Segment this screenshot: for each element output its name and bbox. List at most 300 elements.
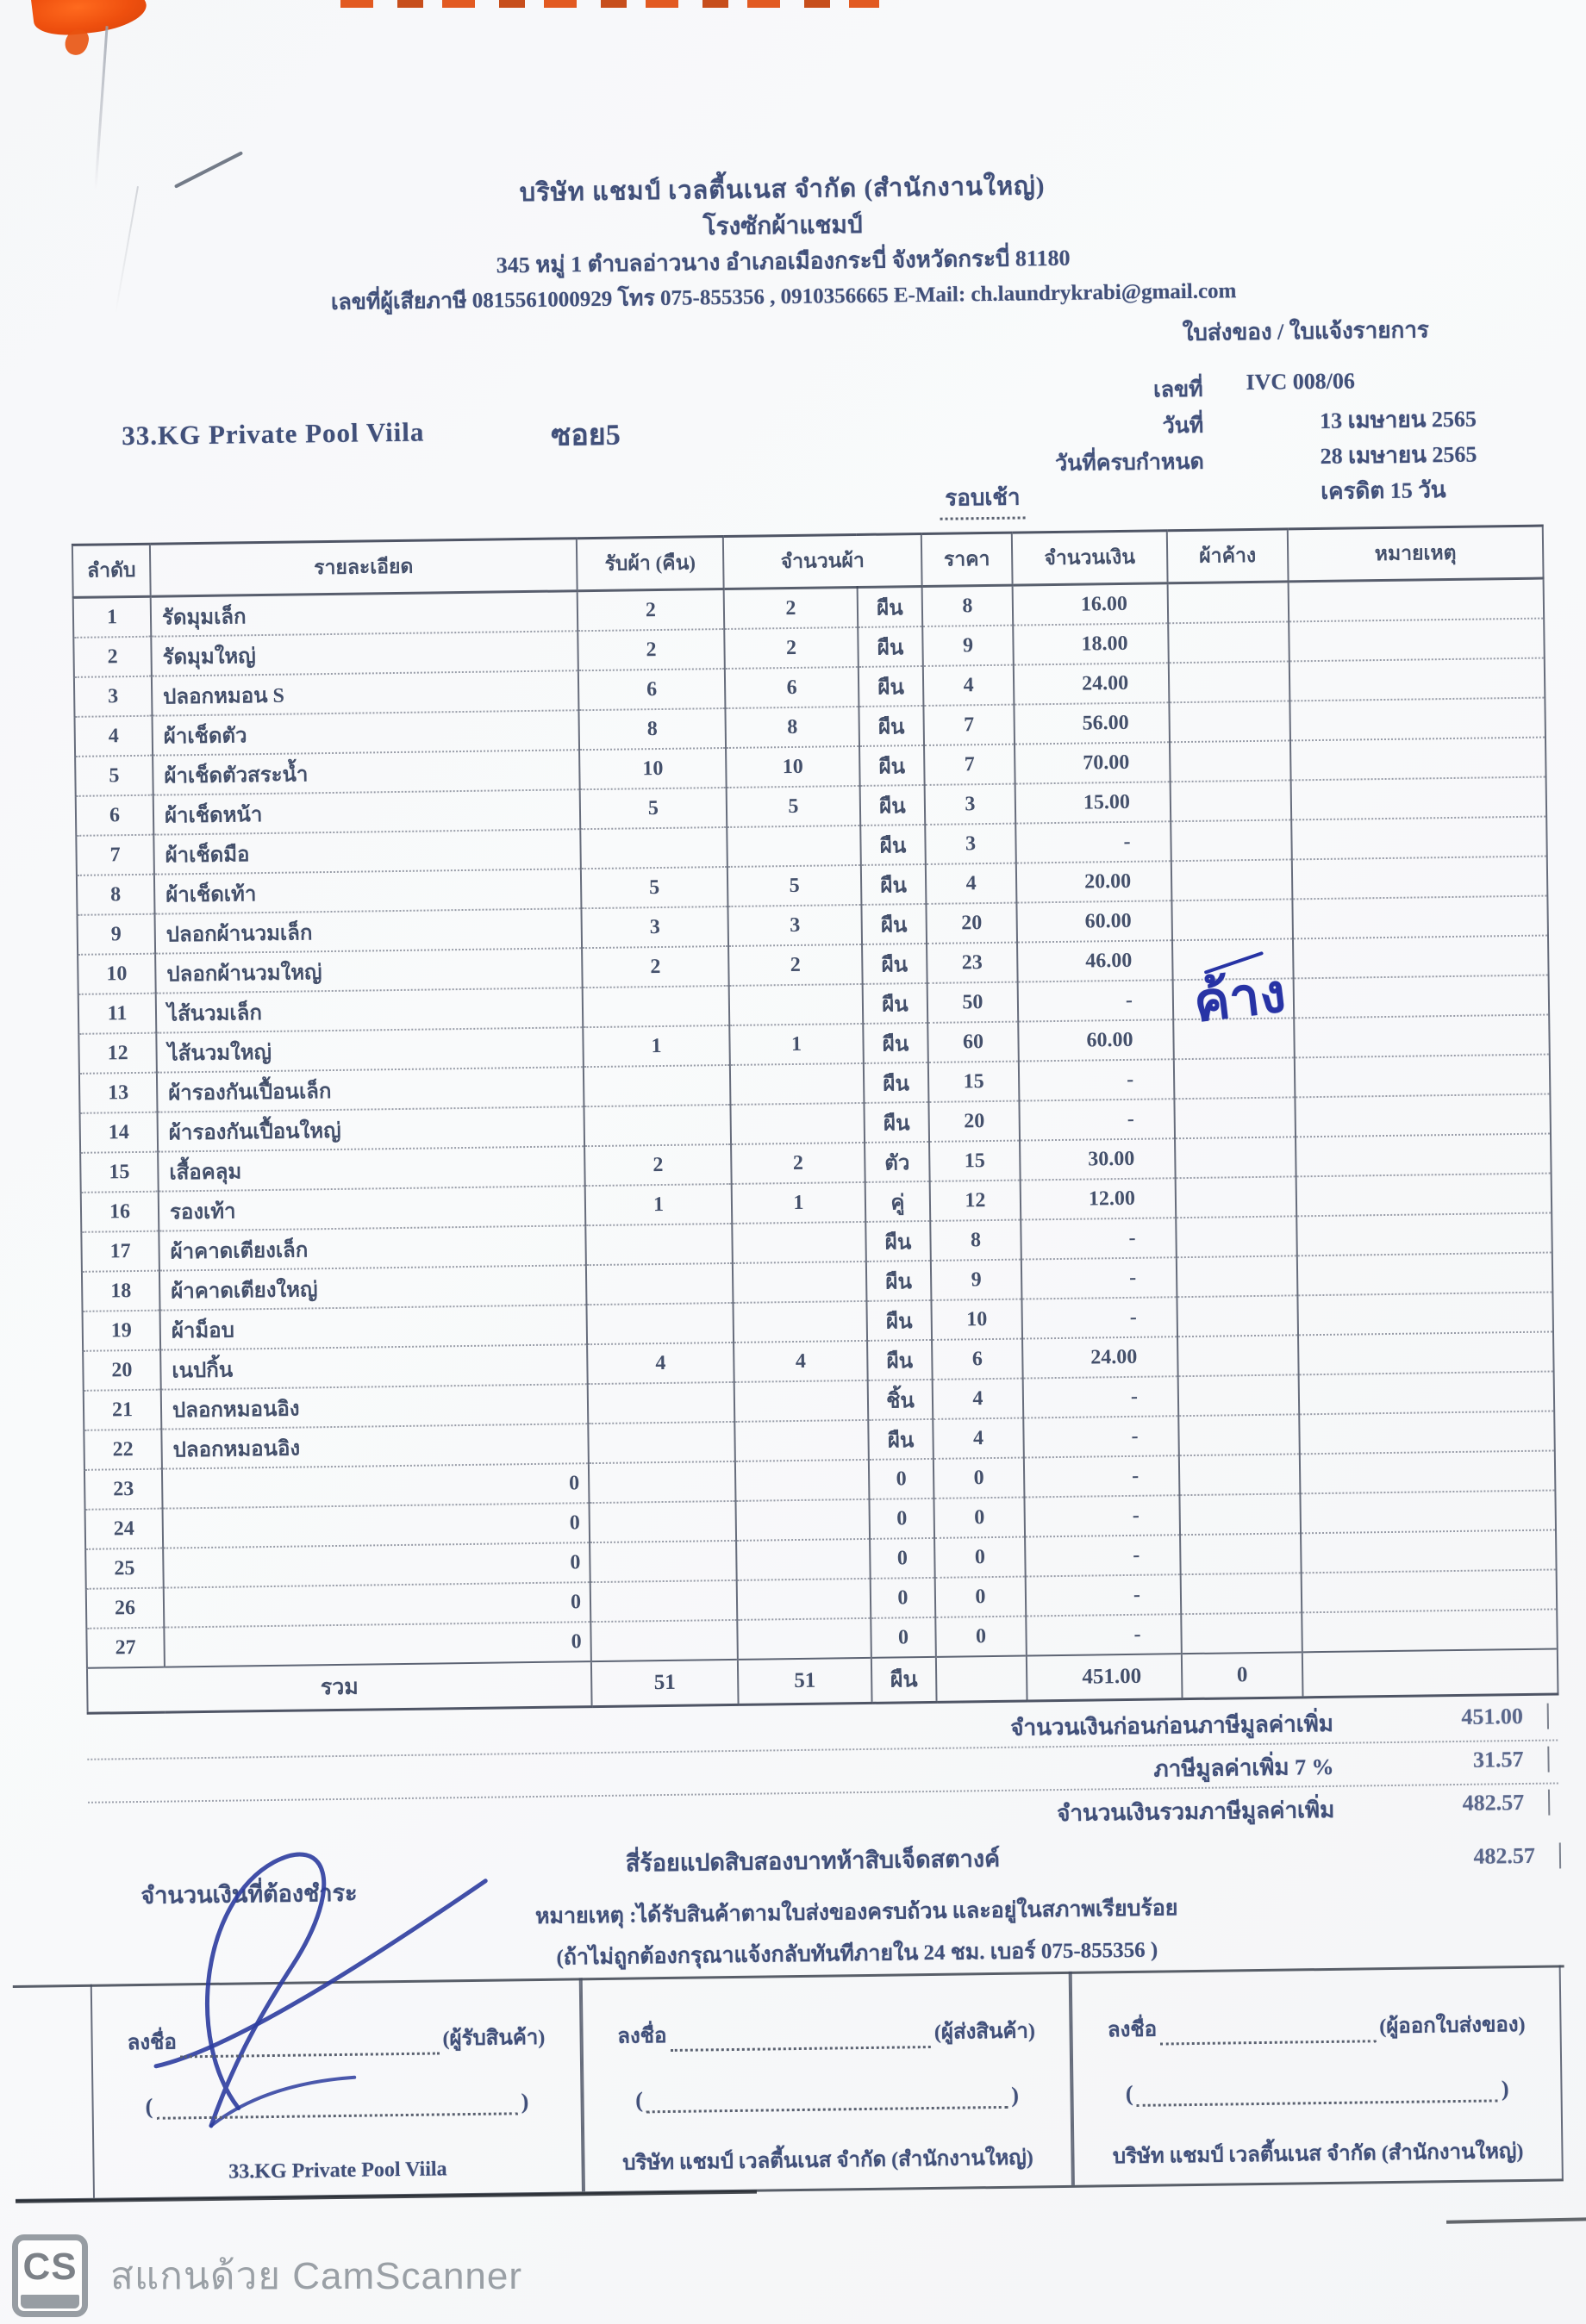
cell-received: 1 [585, 1184, 733, 1225]
cell-qty: 8 [725, 707, 859, 748]
cell-remark [1292, 896, 1548, 939]
cell-amount: - [1026, 1574, 1182, 1616]
cell-no: 14 [80, 1112, 159, 1153]
col-amount: จำนวนเงิน [1012, 531, 1168, 585]
total-received: 51 [591, 1660, 739, 1707]
receiver-org: 33.KG Private Pool Viila [228, 2158, 447, 2184]
cell-remark [1296, 1174, 1552, 1217]
cell-amount: - [1021, 1257, 1177, 1299]
camscanner-footer-text: สแกนด้วย CamScanner [110, 2255, 523, 2297]
cell-received [583, 986, 730, 1027]
cell-amount: - [1024, 1495, 1180, 1536]
total-unit: ผืน [871, 1657, 937, 1703]
cell-price: 0 [933, 1498, 1025, 1538]
cell-amount: 30.00 [1020, 1138, 1176, 1180]
cell-received: 2 [584, 1144, 732, 1186]
cell-unit: 0 [869, 1498, 934, 1539]
cell-unit: ผืน [866, 1300, 932, 1341]
cell-received: 5 [580, 788, 727, 829]
cell-remark [1290, 738, 1546, 781]
cell-price: 8 [922, 585, 1014, 626]
cell-pending [1178, 1414, 1300, 1455]
cell-amount: - [1021, 1297, 1177, 1338]
cell-unit: ตัว [865, 1142, 930, 1182]
cell-pending [1177, 1255, 1298, 1297]
cell-remark [1297, 1252, 1553, 1295]
customer-zone: ซอย5 [551, 419, 621, 452]
cell-no: 22 [84, 1430, 162, 1470]
cell-price: 7 [924, 745, 1015, 785]
total-pending: 0 [1182, 1652, 1303, 1698]
col-no: ลำดับ [72, 544, 151, 597]
invoice-date-value: 13 เมษายน 2565 [1319, 406, 1477, 433]
cell-no: 25 [85, 1548, 164, 1589]
cell-received [590, 1620, 738, 1661]
cell-desc: ไส้นวมเล็ก [156, 988, 584, 1032]
cell-price: 4 [926, 863, 1017, 904]
cell-unit: ผืน [863, 983, 928, 1024]
cell-received [589, 1461, 736, 1503]
cell-amount: 60.00 [1018, 1019, 1174, 1061]
cell-price: 9 [922, 626, 1014, 666]
cell-price: 4 [933, 1418, 1024, 1459]
cell-amount: - [1021, 1218, 1177, 1259]
cell-qty: 3 [727, 905, 862, 946]
cell-pending [1171, 819, 1292, 861]
cell-price: 7 [923, 705, 1015, 745]
cell-amount: - [1024, 1455, 1180, 1497]
cell-pending [1174, 1097, 1296, 1138]
cell-received: 2 [578, 629, 725, 670]
document-type: ใบส่งของ / ใบแจ้งรายการ [1182, 317, 1429, 346]
cell-no: 10 [78, 954, 156, 994]
cell-remark [1289, 578, 1545, 621]
open-paren: ( [635, 2087, 644, 2113]
open-paren: ( [145, 2093, 153, 2119]
round-label: รอบเช้า [940, 479, 1026, 520]
cell-received: 4 [587, 1343, 734, 1384]
cell-remark [1289, 658, 1545, 701]
cell-no: 16 [81, 1192, 159, 1232]
cell-remark [1296, 1134, 1552, 1177]
cell-remark [1289, 698, 1545, 741]
cell-price: 0 [935, 1577, 1027, 1617]
sender-org: บริษัท แชมป์ เวลตี้นเนส จำกัด (สำนักงานใหญ่) [622, 2146, 1033, 2175]
cell-received [584, 1105, 731, 1146]
cell-price: 3 [925, 824, 1016, 864]
cell-received [590, 1580, 738, 1622]
close-paren: ) [1011, 2082, 1020, 2108]
issuer-org: บริษัท แชมป์ เวลตี้นเนส จำกัด (สำนักงานใหญ่) [1112, 2140, 1524, 2169]
receiver-role: (ผู้รับสินค้า) [442, 2026, 546, 2051]
cell-qty [735, 1460, 870, 1501]
cell-unit: ผืน [864, 1102, 929, 1143]
cell-no: 26 [86, 1588, 165, 1629]
close-paren: ) [1501, 2076, 1509, 2102]
cell-desc: รองเท้า [159, 1186, 586, 1231]
cell-remark [1299, 1371, 1555, 1414]
cell-pending [1171, 899, 1293, 940]
cell-price: 23 [927, 943, 1018, 983]
cell-amount: - [1026, 1614, 1182, 1655]
cell-unit: ผืน [864, 1062, 929, 1103]
cell-remark [1291, 817, 1547, 860]
cell-qty [733, 1301, 867, 1343]
cell-received: 5 [581, 867, 728, 908]
cell-desc: ปลอกผ้านวมเล็ก [155, 908, 583, 953]
cell-remark [1295, 1094, 1551, 1137]
cell-remark [1302, 1609, 1558, 1652]
cell-amount: - [1015, 821, 1171, 863]
cell-desc: 0 [164, 1582, 591, 1627]
cell-pending [1171, 859, 1293, 900]
cell-remark [1300, 1490, 1556, 1533]
cell-received: 2 [582, 946, 729, 988]
total-remark [1302, 1648, 1558, 1697]
total-price [936, 1656, 1027, 1703]
cell-amount: - [1018, 980, 1174, 1021]
cell-price: 20 [928, 1101, 1020, 1142]
company-tax-contact: เลขที่ผู้เสียภาษี 0815561000929 โทร 075-855356 , 0910356665 E-Mail: ch.laundrykrabi@gmail.com [330, 279, 1237, 315]
cell-unit: ผืน [859, 666, 924, 707]
cell-remark [1297, 1292, 1553, 1335]
cell-desc: ผ้าคาดเตียงเล็ก [159, 1225, 586, 1270]
invoice-no-value: IVC 008/06 [1246, 368, 1356, 396]
cell-unit: ผืน [858, 626, 923, 667]
total-label: รวม [87, 1661, 592, 1713]
vat-value: 31.57 [1368, 1747, 1549, 1775]
cell-qty [729, 984, 864, 1025]
cell-qty [732, 1222, 866, 1263]
col-price: ราคา [921, 533, 1013, 586]
signature-line [180, 2031, 440, 2058]
invoice-date-label: วันที่ [1162, 414, 1204, 439]
cell-unit: ผืน [861, 904, 927, 944]
cell-price: 15 [928, 1062, 1020, 1102]
cell-no: 5 [75, 756, 153, 796]
cell-no: 19 [83, 1311, 161, 1351]
cell-unit: คู่ [865, 1181, 931, 1222]
cell-no: 21 [84, 1390, 162, 1430]
cell-qty: 4 [734, 1341, 868, 1382]
cell-received [588, 1422, 735, 1463]
cell-price: 3 [925, 784, 1016, 825]
cell-price: 8 [930, 1220, 1021, 1261]
cell-no: 12 [78, 1033, 157, 1074]
cell-unit: ผืน [858, 586, 923, 626]
cell-pending [1168, 582, 1289, 623]
cell-received: 6 [578, 669, 726, 710]
cell-pending [1175, 1137, 1296, 1178]
camscanner-logo-letters: CS [22, 2246, 78, 2288]
cell-unit: ผืน [859, 745, 925, 786]
cell-desc: ไส้นวมใหญ่ [156, 1027, 584, 1072]
total-qty: 51 [738, 1658, 872, 1705]
cell-qty: 5 [727, 786, 861, 827]
with-vat-label: จำนวนเงินรวมภาษีมูลค่าเพิ่ม [1056, 1797, 1335, 1827]
camscanner-footer [12, 2228, 788, 2323]
cell-amount: - [1023, 1416, 1179, 1457]
sign-label: ลงชื่อ [1107, 2018, 1158, 2042]
total-amount: 451.00 [1027, 1654, 1183, 1701]
cell-price: 6 [932, 1339, 1023, 1380]
cell-qty: 1 [729, 1024, 864, 1065]
cell-desc: ผ้าเช็ดเท้า [154, 869, 582, 913]
cell-received [584, 1065, 731, 1106]
cell-qty: 2 [728, 944, 863, 986]
cell-qty: 1 [732, 1182, 866, 1224]
cell-pending [1174, 1057, 1296, 1099]
cell-unit: 0 [870, 1538, 935, 1579]
cell-remark [1300, 1450, 1556, 1493]
cell-pending [1176, 1216, 1297, 1257]
cell-received [586, 1303, 734, 1344]
cell-remark [1292, 857, 1548, 900]
cell-no: 3 [74, 676, 153, 717]
cell-received [580, 827, 727, 869]
invoice-no-label: เลขที่ [1153, 377, 1203, 402]
camscanner-logo-icon [12, 2234, 88, 2317]
cell-unit: ผืน [860, 825, 926, 865]
cell-remark [1298, 1331, 1554, 1374]
cell-qty: 2 [724, 627, 859, 669]
cell-received [590, 1541, 737, 1582]
handwritten-pending-note: ค้าง [1190, 964, 1289, 1034]
cell-qty [735, 1499, 870, 1541]
name-line [646, 2085, 1008, 2113]
cell-pending [1177, 1295, 1298, 1336]
cell-remark [1295, 1055, 1551, 1098]
cell-pending [1169, 661, 1290, 702]
cell-desc: ผ้าเช็ดมือ [153, 829, 581, 874]
sign-label: ลงชื่อ [127, 2031, 177, 2055]
cell-amount: 18.00 [1013, 623, 1169, 664]
cell-pending [1179, 1454, 1301, 1495]
cell-amount: 24.00 [1022, 1336, 1178, 1378]
cell-qty [736, 1539, 871, 1580]
cell-price: 15 [929, 1141, 1021, 1181]
cell-no: 20 [83, 1350, 161, 1391]
cell-unit: ผืน [865, 1221, 931, 1262]
col-received: รับผ้า (คืน) [577, 537, 724, 591]
sender-role: (ผู้ส่งสินค้า) [933, 2020, 1036, 2044]
cell-pending [1168, 621, 1289, 663]
cell-desc: เนปกิ้น [160, 1344, 588, 1389]
sign-label: ลงชื่อ [617, 2025, 667, 2048]
cell-no: 2 [73, 637, 152, 677]
cell-received: 10 [579, 748, 727, 789]
due-date-label: วันที่ครบกำหนด [1054, 450, 1204, 476]
cell-remark [1299, 1411, 1555, 1454]
cell-received [586, 1263, 734, 1305]
cell-desc: 0 [163, 1542, 590, 1587]
cell-pending [1180, 1533, 1302, 1574]
cell-amount: 60.00 [1016, 900, 1172, 942]
cell-desc: 0 [164, 1622, 591, 1667]
col-qty: จำนวนผ้า [723, 534, 922, 589]
cell-price: 9 [931, 1260, 1022, 1300]
company-trade-name: โรงซักผ้าแชมป์ [702, 211, 863, 241]
cell-qty [730, 1103, 865, 1144]
cell-received: 1 [583, 1025, 730, 1067]
cell-no: 23 [84, 1469, 163, 1510]
cell-pending [1169, 701, 1290, 742]
cell-unit: ผืน [860, 785, 926, 826]
cell-qty [737, 1618, 871, 1660]
cell-pending [1179, 1493, 1301, 1535]
signature-box-receiver [91, 1978, 584, 2197]
amount-due-label: จำนวนเงินที่ต้องชำระ [140, 1879, 358, 1909]
signature-section [91, 1965, 1564, 2197]
cell-unit: 0 [871, 1578, 936, 1618]
cell-desc: ปลอกผ้านวมใหญ่ [155, 948, 583, 993]
cell-no: 9 [78, 914, 156, 955]
cell-desc: ผ้าเช็ดหน้า [153, 789, 581, 834]
cell-no: 15 [80, 1152, 159, 1193]
cell-amount: 16.00 [1013, 583, 1169, 626]
cell-price: 20 [926, 903, 1017, 944]
cell-remark [1293, 936, 1549, 979]
cell-amount: 20.00 [1016, 861, 1172, 902]
cell-price: 60 [927, 1022, 1019, 1062]
cell-qty: 2 [724, 587, 859, 629]
open-paren: ( [1125, 2080, 1133, 2107]
cell-received: 3 [581, 907, 728, 948]
cell-remark [1294, 975, 1550, 1019]
cell-desc: ผ้าม็อบ [160, 1305, 588, 1349]
signature-box-sender [580, 1972, 1073, 2191]
cell-remark [1294, 1015, 1550, 1058]
cell-desc: 0 [163, 1503, 590, 1548]
cell-desc: ผ้ารองกันเปื้อนเล็ก [157, 1067, 584, 1112]
cell-desc: ปลอกหมอนอิง [161, 1384, 589, 1429]
dispute-note: (ถ้าไม่ถูกต้องกรุณาแจ้งกลับทันทีภายใน 24 ชม. เบอร์ 075-855356 ) [556, 1938, 1158, 1970]
cell-price: 10 [931, 1299, 1022, 1340]
cell-no: 8 [77, 875, 155, 915]
vat-label: ภาษีมูลค่าเพิ่ม 7 % [1153, 1754, 1334, 1782]
cell-desc: รัดมุมเล็ก [151, 591, 578, 637]
cell-qty [734, 1420, 869, 1461]
cell-amount: - [1025, 1535, 1181, 1576]
items-table [72, 525, 1559, 1715]
cell-no: 6 [76, 795, 154, 836]
cell-received [585, 1224, 733, 1265]
signature-box-issuer [1071, 1965, 1564, 2184]
cell-no: 7 [76, 835, 154, 875]
cell-desc: 0 [162, 1463, 590, 1508]
cell-no: 27 [86, 1628, 165, 1668]
with-vat-value: 482.57 [1369, 1790, 1550, 1818]
cell-amount: 56.00 [1014, 702, 1170, 744]
col-remark: หมายเหตุ [1288, 526, 1544, 582]
cell-qty: 6 [725, 667, 859, 708]
cell-no: 24 [85, 1509, 164, 1549]
cell-remark [1296, 1212, 1552, 1255]
cell-remark [1302, 1569, 1558, 1612]
cell-amount: 15.00 [1015, 782, 1171, 823]
cell-remark [1289, 619, 1545, 662]
cell-desc: เสื้อคลุม [158, 1146, 585, 1191]
cell-no: 1 [73, 596, 152, 638]
signature-line [1160, 2019, 1377, 2045]
amount-due-words: สี่ร้อยแปดสิบสองบาทห้าสิบเจ็ดสตางค์ [625, 1845, 1001, 1877]
cell-pending [1171, 780, 1292, 821]
camscanner-logo-bar [21, 2295, 79, 2308]
cell-pending [1178, 1374, 1300, 1416]
cell-no: 11 [78, 994, 157, 1034]
cell-price: 4 [933, 1379, 1024, 1419]
cell-desc: ปลอกหมอน S [152, 670, 579, 715]
cell-received [589, 1501, 736, 1542]
cell-no: 17 [81, 1231, 159, 1272]
name-line [1136, 2078, 1498, 2106]
cell-qty [730, 1063, 865, 1105]
cell-unit: ผืน [867, 1340, 933, 1380]
cell-amount: 70.00 [1015, 742, 1171, 783]
cell-unit: ชิ้น [868, 1380, 933, 1420]
cell-unit: ผืน [861, 864, 927, 905]
cell-desc: ผ้าคาดเตียงใหญ่ [159, 1265, 587, 1310]
cell-price: 4 [923, 665, 1015, 706]
cell-qty [733, 1262, 867, 1303]
company-address: 345 หมู่ 1 ตำบลอ่าวนาง อำเภอเมืองกระบี่ จังหวัดกระบี่ 81180 [496, 245, 1071, 278]
issuer-role: (ผู้ออกใบส่งของ) [1379, 2013, 1526, 2039]
cell-price: 0 [934, 1537, 1026, 1578]
cell-pending [1177, 1335, 1299, 1376]
cell-price: 12 [930, 1181, 1021, 1221]
cell-pending [1181, 1573, 1302, 1614]
cell-desc: ผ้าเช็ดตัว [152, 710, 579, 755]
due-date-value: 28 เมษายน 2565 [1320, 441, 1477, 469]
cell-no: 18 [82, 1271, 160, 1312]
cell-unit: ผืน [863, 1023, 928, 1063]
cell-received: 2 [578, 589, 725, 632]
customer-name: 33.KG Private Pool Viila [122, 416, 425, 452]
cell-price: 50 [927, 982, 1019, 1023]
name-line [156, 2091, 518, 2119]
cell-remark [1301, 1530, 1557, 1573]
cell-qty [737, 1579, 871, 1620]
cell-pending [1170, 740, 1291, 782]
cell-amount: - [1019, 1099, 1175, 1140]
cell-unit: ผืน [859, 706, 924, 746]
cell-qty [734, 1380, 869, 1422]
close-paren: ) [521, 2089, 529, 2115]
cell-amount: 24.00 [1014, 663, 1170, 704]
cell-pending [1181, 1612, 1302, 1654]
cell-qty: 2 [731, 1143, 865, 1184]
pre-vat-label: จำนวนเงินก่อนก่อนภาษีมูลค่าเพิ่ม [1010, 1710, 1334, 1741]
cell-remark [1291, 777, 1547, 820]
receipt-note: หมายเหตุ :ได้รับสินค้าตามใบส่งของครบถ้วน และอยู่ในสภาพเรียบร้อย [534, 1897, 1178, 1929]
cell-price: 0 [935, 1617, 1027, 1657]
credit-terms: เครดิต 15 วัน [1321, 477, 1446, 504]
cell-unit: 0 [869, 1459, 934, 1499]
cell-desc: ผ้าเช็ดตัวสระน้ำ [153, 750, 580, 794]
cell-received: 8 [578, 708, 726, 750]
signature-line [670, 2025, 931, 2052]
cell-no: 13 [79, 1073, 158, 1113]
col-desc: รายละเอียด [150, 539, 578, 596]
cell-unit: ผืน [866, 1261, 932, 1301]
cell-unit: ผืน [868, 1419, 933, 1460]
cell-amount: - [1023, 1376, 1179, 1417]
cell-no: 4 [75, 716, 153, 757]
cell-amount: 46.00 [1017, 940, 1173, 981]
cell-pending [1176, 1176, 1297, 1218]
cell-desc: ผ้ารองกันเปื้อนใหญ่ [158, 1106, 585, 1151]
cell-amount: 12.00 [1021, 1178, 1177, 1219]
